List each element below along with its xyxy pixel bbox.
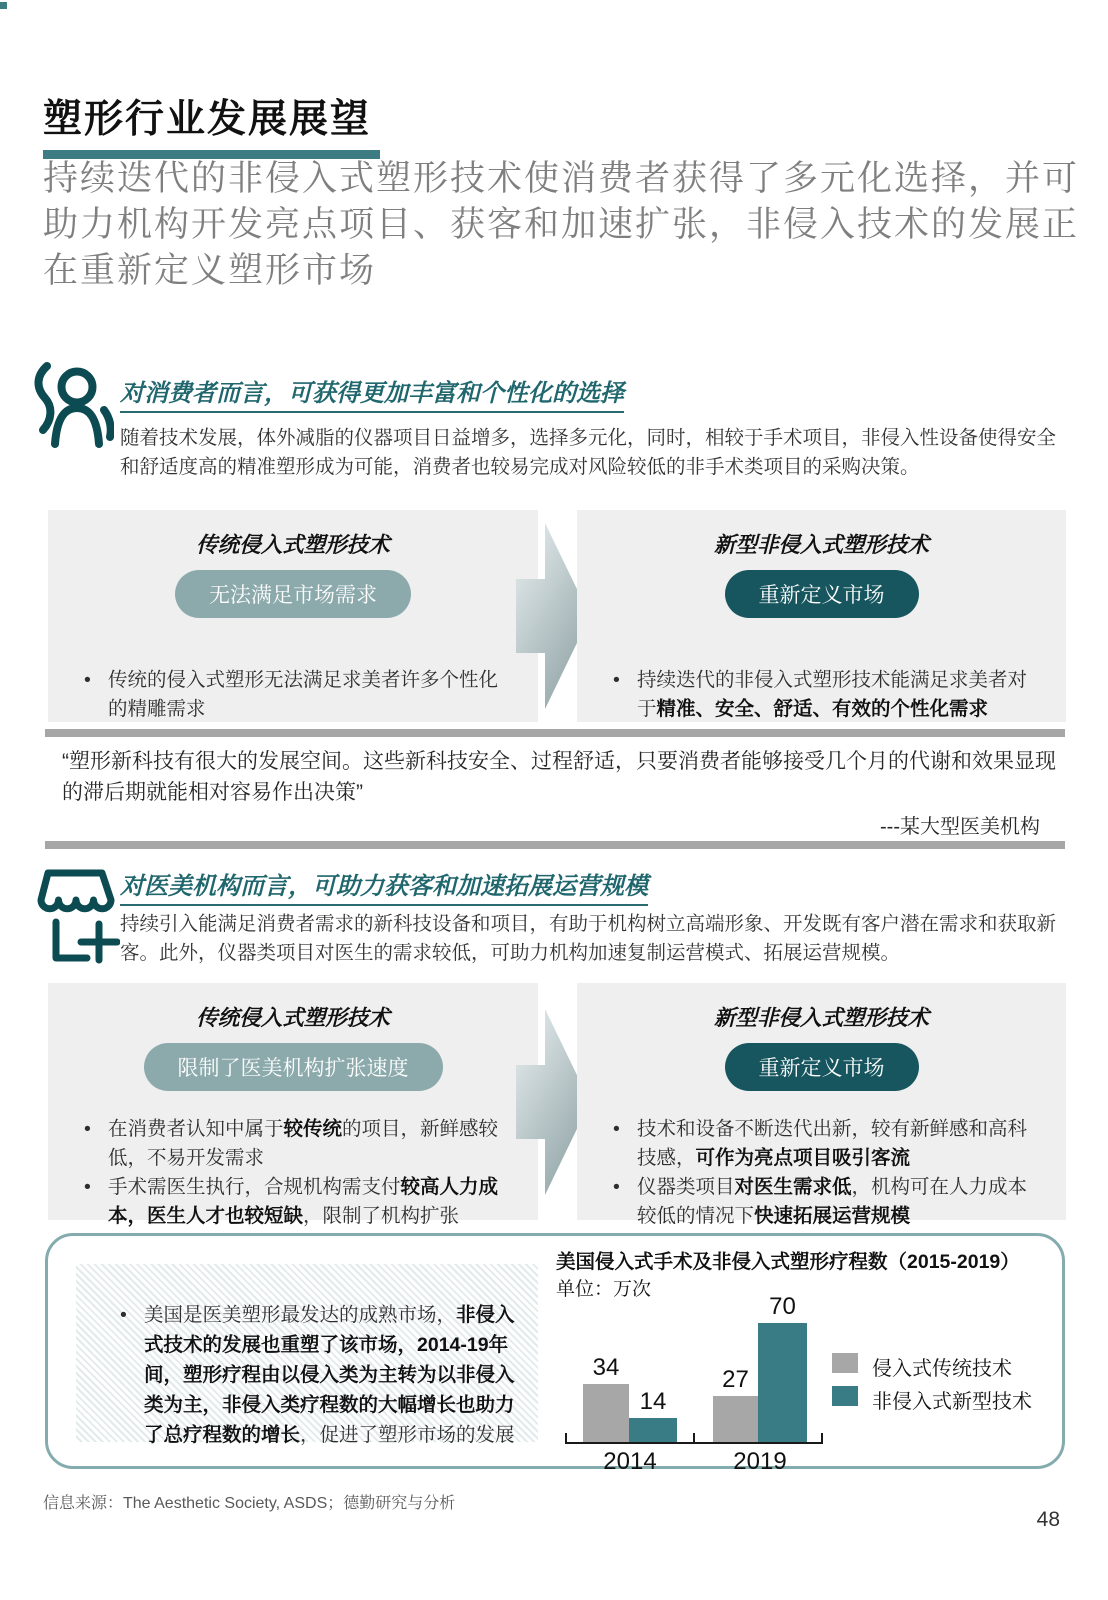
separator-top [45, 729, 1065, 737]
bullet-list [48, 666, 538, 724]
legend-item [832, 1352, 1052, 1380]
chart-unit-label: 单位：万次 [556, 1279, 652, 1300]
legend-label: 侵入式传统技术 [872, 1358, 1012, 1380]
status-pill: 重新定义市场 [725, 570, 919, 618]
new-tech-box [577, 983, 1066, 1227]
status-pill: 重新定义市场 [725, 1043, 919, 1091]
section-heading-clinic: 对医美机构而言，可助力获客和加速拓展运营规模 [120, 866, 648, 906]
comparison-consumer [0, 510, 1108, 722]
source-note: 信息来源：The Aesthetic Society, ASDS；德勤研究与分析 [43, 1495, 456, 1512]
insight-text-box [76, 1264, 538, 1446]
legend-swatch [832, 1353, 858, 1373]
box-title: 传统侵入式塑形技术 [196, 533, 390, 557]
section-body-consumer: 随着技术发展，体外减脂的仪器项目日益增多，选择多元化，同时，相较于手术项目，非侵入性设备使得安全和舒适度高的精准塑形成为可能，消费者也较易完成对风险较低的非手术类项目的采购决策。 [120, 427, 1057, 478]
bullet-item: • 持续迭代的非侵入式塑形技术能满足求美者对于精准、安全、舒适、有效的个性化需求 [607, 666, 1044, 724]
legend-label: 非侵入式新型技术 [872, 1391, 1032, 1413]
insight-bullet [92, 1300, 530, 1450]
bullet-item: • 在消费者认知中属于较传统的项目，新鲜感较低，不易开发需求 [78, 1115, 516, 1173]
box-title: 新型非侵入式塑形技术 [713, 1006, 929, 1030]
bullet-item: • 手术需医生执行，合规机构需支付较高人力成本，医生人才也较短缺，限制了机构扩张 [78, 1173, 516, 1231]
traditional-tech-box [48, 983, 538, 1227]
x-axis-tick [565, 1433, 567, 1443]
storefront-plus-icon [32, 864, 120, 970]
comparison-clinic [0, 983, 1108, 1227]
new-tech-box [577, 510, 1066, 722]
bullet-list [577, 666, 1066, 724]
x-axis-label: 2019 [733, 1448, 787, 1475]
bullet-list [48, 1115, 538, 1231]
status-pill: 无法满足市场需求 [175, 570, 411, 618]
box-title: 传统侵入式塑形技术 [196, 1006, 390, 1030]
x-axis-tick [821, 1433, 823, 1443]
bar-value-label: 70 [769, 1293, 796, 1320]
bullet-list [577, 1115, 1066, 1231]
people-icon [30, 360, 114, 468]
separator-bottom [45, 841, 1065, 849]
status-pill: 限制了医美机构扩张速度 [144, 1043, 443, 1091]
bullet-item: • 传统的侵入式塑形无法满足求美者许多个性化的精雕需求 [78, 666, 516, 724]
legend-item [832, 1385, 1052, 1413]
box-title: 新型非侵入式塑形技术 [713, 533, 929, 557]
page-subtitle: 持续迭代的非侵入式塑形技术使消费者获得了多元化选择，并可助力机构开发亮点项目、获客和加速扩张，非侵入技术的发展正在重新定义塑形市场 [43, 159, 1080, 290]
bullet-item: • 仪器类项目对医生需求低，机构可在人力成本较低的情况下快速拓展运营规模 [607, 1173, 1044, 1231]
usa-market-panel [45, 1233, 1065, 1475]
bar-chart [553, 1293, 1058, 1475]
bar-2014-非侵入式新型技术 [629, 1418, 677, 1442]
bullet-item: • 美国是医美塑形最发达的成熟市场，非侵入式技术的发展也重塑了该市场，2014-19年间，塑形疗程由以侵入类为主转为以非侵入类为主，非侵入类疗程数的大幅增长也助力了总疗程数的增长，促进了塑形市场的发展 [114, 1300, 524, 1450]
bar-value-label: 14 [639, 1388, 667, 1415]
bar-value-label: 34 [592, 1354, 620, 1381]
page-title: 塑形行业发展展望 [43, 98, 372, 141]
bar-value-label: 27 [722, 1366, 749, 1393]
legend-swatch [832, 1386, 858, 1406]
quote-text: “塑形新科技有很大的发展空间。这些新科技安全、过程舒适，只要消费者能够接受几个月的代谢和效果显现的滞后期就能相对容易作出决策” [62, 750, 1056, 804]
x-axis-tick [693, 1433, 695, 1443]
bar-2019-非侵入式新型技术 [758, 1323, 807, 1442]
chart-title: 美国侵入式手术及非侵入式塑形疗程数（2015-2019） [556, 1251, 1020, 1273]
corner-accent [0, 2, 7, 9]
page-number: 48 [1036, 1508, 1060, 1531]
section-heading-consumer: 对消费者而言，可获得更加丰富和个性化的选择 [120, 373, 624, 413]
section-body-clinic: 持续引入能满足消费者需求的新科技设备和项目，有助于机构树立高端形象、开发既有客户潜在需求和获取新客。此外，仪器类项目对医生的需求较低，可助力机构加速复制运营模式、拓展运营规模。 [120, 913, 1057, 964]
bullet-item: • 技术和设备不断迭代出新，较有新鲜感和高科技感，可作为亮点项目吸引客流 [607, 1115, 1044, 1173]
traditional-tech-box [48, 510, 538, 722]
x-axis-label: 2014 [603, 1448, 657, 1475]
bar-2019-侵入式传统技术 [713, 1396, 758, 1442]
quote-attribution: ---某大型医美机构 [880, 816, 1040, 838]
